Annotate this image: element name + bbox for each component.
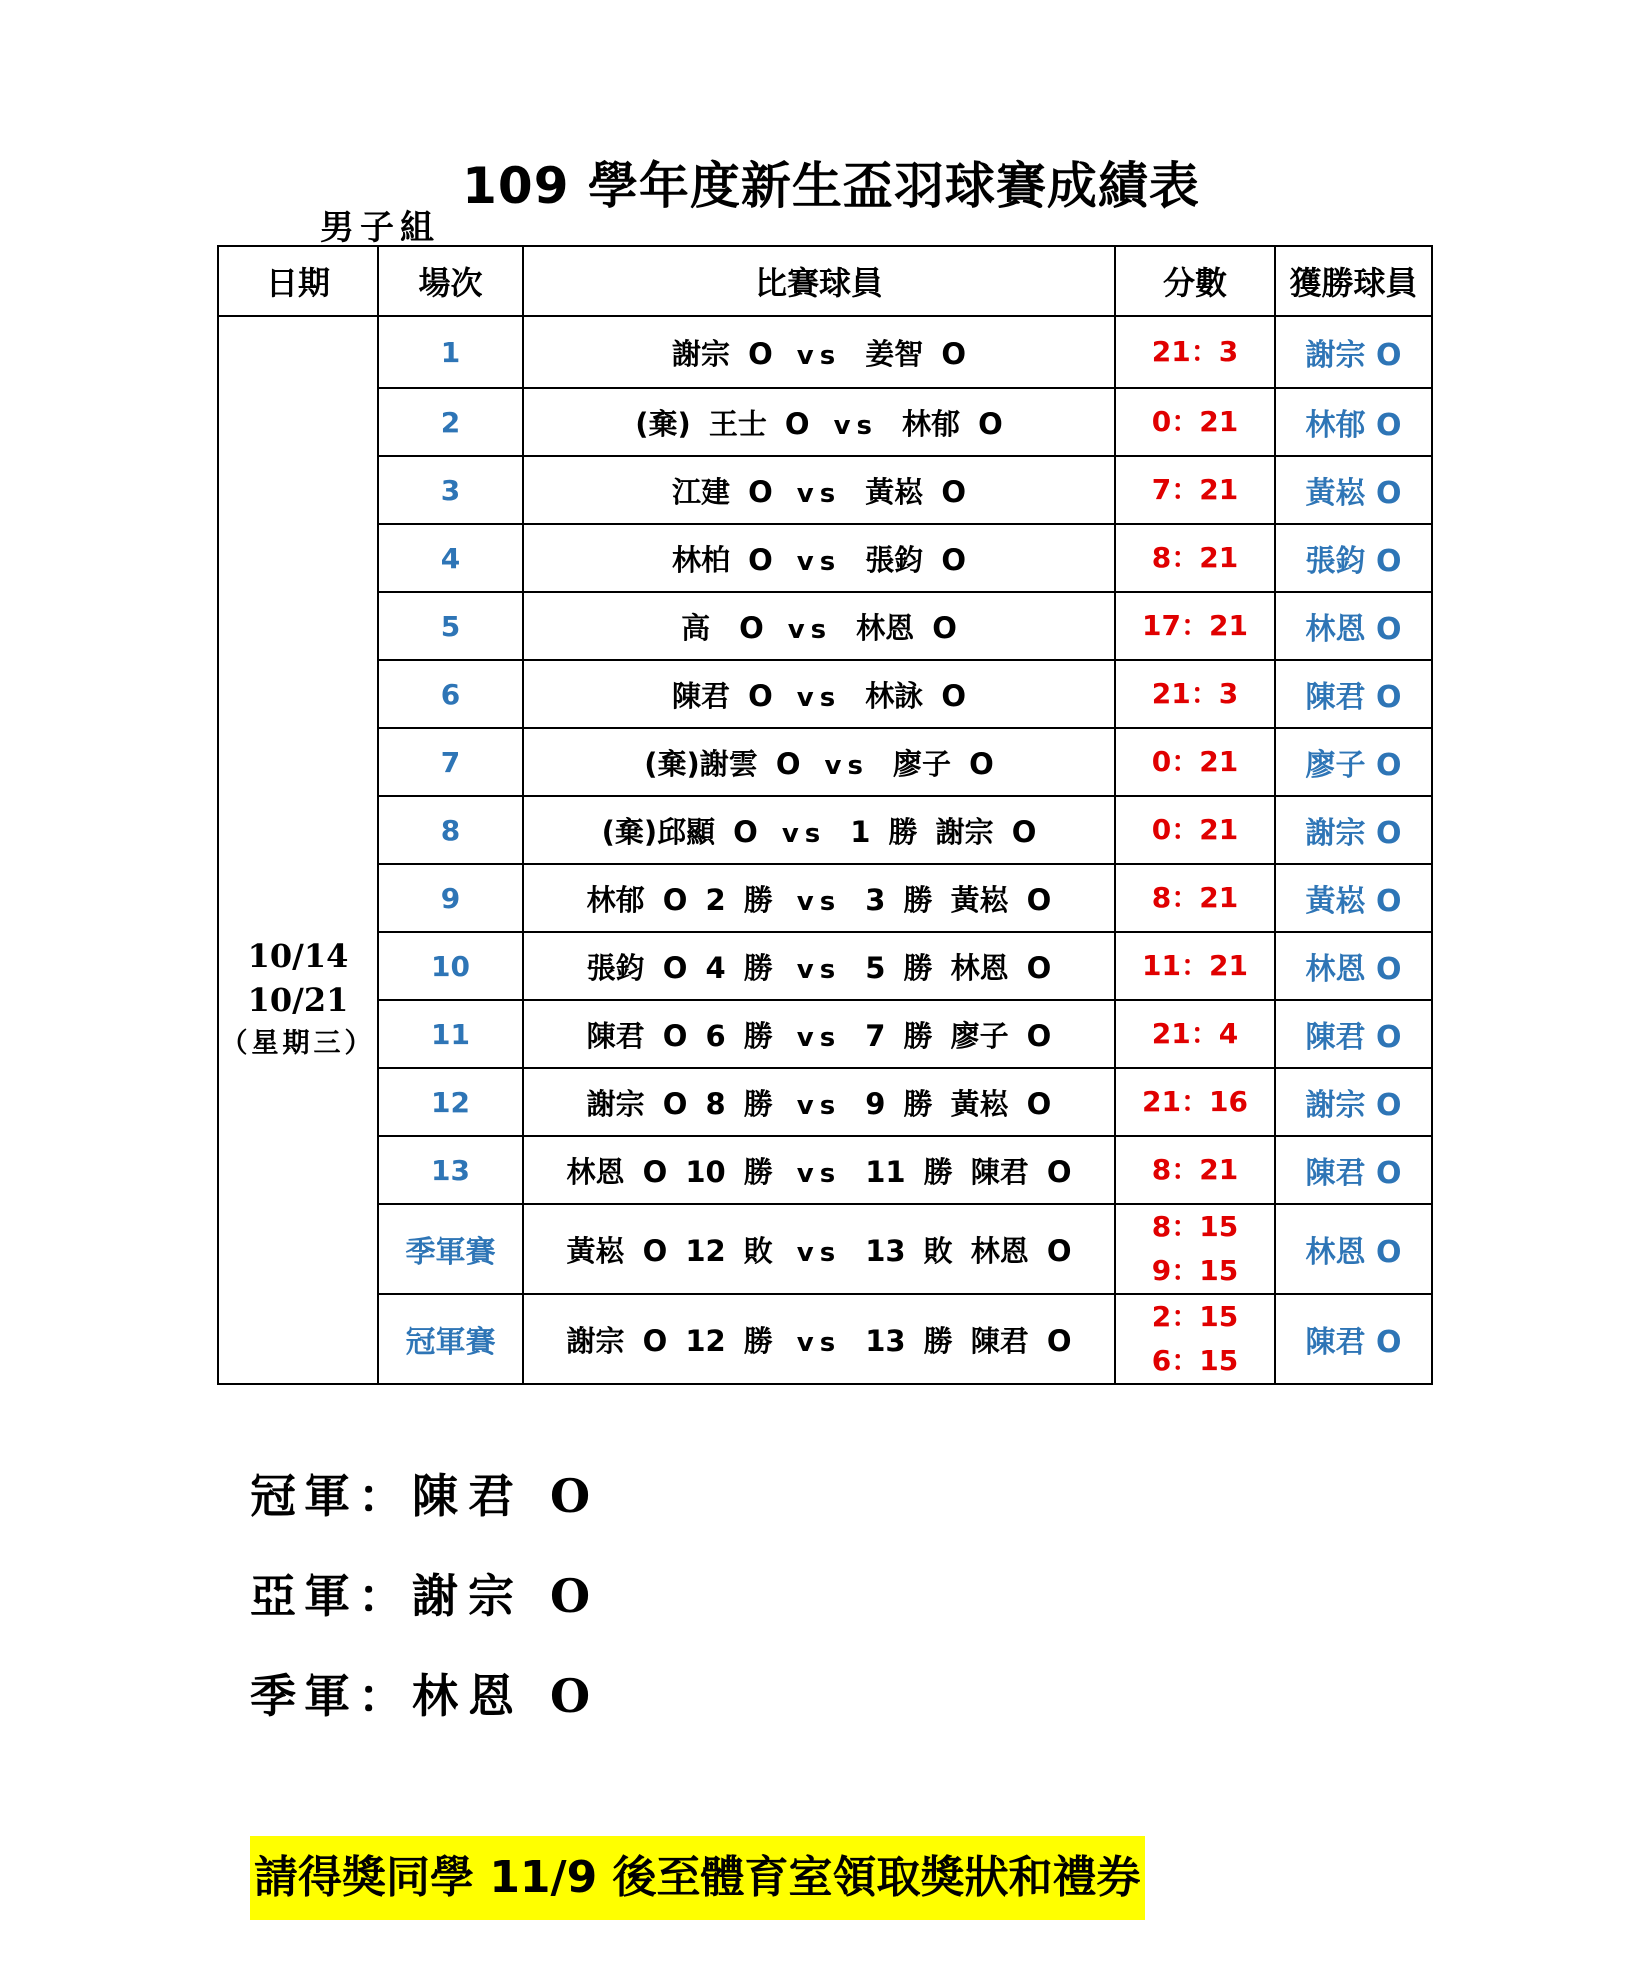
match-winner: 林郁 O [1275, 388, 1432, 456]
table-row [218, 864, 1432, 932]
third-place-name: 林恩 O [412, 1669, 601, 1723]
vs-label: vs [833, 410, 879, 441]
player-left: 謝宗 O 12 勝 [566, 1323, 773, 1358]
table-row [218, 388, 1432, 456]
table-row [218, 728, 1432, 796]
player-left: 謝宗 O [672, 336, 773, 371]
player-right: 姜智 O [865, 336, 966, 371]
match-number: 冠軍賽 [378, 1294, 523, 1384]
score-game-1: 0：21 [1151, 405, 1239, 438]
match-score [1115, 1068, 1275, 1136]
match-score [1115, 524, 1275, 592]
vs-label: vs [796, 1090, 842, 1121]
player-left: 黃崧 O 12 敗 [566, 1233, 773, 1268]
score-game-2: 9：15 [1151, 1254, 1239, 1287]
table-row [218, 524, 1432, 592]
match-players [523, 456, 1115, 524]
vs-label: vs [796, 546, 842, 577]
player-left: 高 O [681, 610, 764, 645]
table-row [218, 1000, 1432, 1068]
match-score [1115, 1294, 1275, 1384]
score-game-1: 8：21 [1151, 541, 1239, 574]
match-score [1115, 932, 1275, 1000]
runner-up-name: 謝宗 O [412, 1569, 601, 1623]
third-place-line [250, 1660, 600, 1726]
header-players: 比賽球員 [523, 246, 1115, 316]
player-right: 9 勝 黃崧 O [865, 1086, 1052, 1121]
match-number: 12 [378, 1068, 523, 1136]
match-players [523, 932, 1115, 1000]
match-players [523, 592, 1115, 660]
player-left: (棄)邱顯 O [601, 814, 758, 849]
date-line2: 10/21 [247, 981, 349, 1019]
player-right: 林郁 O [902, 406, 1003, 441]
match-score [1115, 316, 1275, 388]
match-number: 6 [378, 660, 523, 728]
vs-label: vs [796, 886, 842, 917]
match-winner: 陳君 O [1275, 1136, 1432, 1204]
match-winner: 張鈞 O [1275, 524, 1432, 592]
vs-label: vs [796, 1158, 842, 1189]
player-left: 林柏 O [672, 542, 773, 577]
table-row [218, 316, 1432, 388]
score-game-1: 0：21 [1151, 745, 1239, 778]
header-date: 日期 [218, 246, 378, 316]
table-row [218, 1136, 1432, 1204]
match-number: 10 [378, 932, 523, 1000]
match-winner: 謝宗 O [1275, 796, 1432, 864]
match-players [523, 1068, 1115, 1136]
table-row [218, 932, 1432, 1000]
table-row [218, 796, 1432, 864]
score-game-1: 7：21 [1151, 473, 1239, 506]
player-left: 林郁 O 2 勝 [586, 882, 773, 917]
match-winner: 謝宗 O [1275, 1068, 1432, 1136]
player-right: 5 勝 林恩 O [865, 950, 1052, 985]
match-winner: 黃崧 O [1275, 864, 1432, 932]
player-left: 江建 O [672, 474, 773, 509]
match-players [523, 1204, 1115, 1294]
match-number: 2 [378, 388, 523, 456]
match-number: 3 [378, 456, 523, 524]
match-score [1115, 592, 1275, 660]
match-players [523, 524, 1115, 592]
match-score [1115, 1136, 1275, 1204]
champion-label: 冠軍： [250, 1469, 412, 1523]
score-game-1: 11：21 [1142, 949, 1248, 982]
date-line1: 10/14 [247, 937, 349, 975]
table-row [218, 456, 1432, 524]
player-left: (棄)謝雲 O [644, 746, 801, 781]
player-left: 陳君 O 6 勝 [586, 1018, 773, 1053]
match-winner: 廖子 O [1275, 728, 1432, 796]
player-right: 13 敗 林恩 O [865, 1233, 1072, 1268]
match-list [218, 316, 1432, 1384]
table-row [218, 1294, 1432, 1384]
header-score: 分數 [1115, 246, 1275, 316]
match-players [523, 1136, 1115, 1204]
vs-label: vs [796, 1237, 842, 1268]
score-game-1: 21：3 [1151, 335, 1239, 368]
award-notice: 請得獎同學 11/9 後至體育室領取獎狀和禮券 [250, 1836, 1145, 1920]
table-row [218, 1068, 1432, 1136]
header-winner: 獲勝球員 [1275, 246, 1432, 316]
match-players [523, 728, 1115, 796]
score-game-1: 2：15 [1151, 1300, 1239, 1333]
score-game-1: 8：15 [1151, 1210, 1239, 1243]
champion-line [250, 1460, 600, 1526]
match-winner: 陳君 O [1275, 660, 1432, 728]
player-right: 林恩 O [856, 610, 957, 645]
player-right: 廖子 O [892, 746, 994, 781]
group-label: 男子組 [320, 208, 440, 248]
vs-label: vs [824, 750, 869, 781]
match-winner: 林恩 O [1275, 1204, 1432, 1294]
vs-label: vs [796, 682, 842, 713]
player-left: (棄) 王士 O [635, 406, 810, 441]
page-title: 109 學年度新生盃羽球賽成績表 [462, 157, 1200, 215]
match-score [1115, 660, 1275, 728]
score-game-1: 21：3 [1151, 677, 1239, 710]
match-winner: 林恩 O [1275, 592, 1432, 660]
score-game-1: 21：4 [1151, 1017, 1239, 1050]
match-number: 5 [378, 592, 523, 660]
date-cell [218, 316, 378, 1384]
player-right: 7 勝 廖子 O [865, 1018, 1052, 1053]
score-game-2: 6：15 [1151, 1344, 1239, 1377]
match-number: 4 [378, 524, 523, 592]
score-game-1: 8：21 [1151, 1153, 1239, 1186]
match-number: 11 [378, 1000, 523, 1068]
match-winner: 林恩 O [1275, 932, 1432, 1000]
vs-label: vs [796, 478, 842, 509]
match-players [523, 864, 1115, 932]
runner-up-label: 亞軍： [250, 1569, 412, 1623]
player-left: 謝宗 O 8 勝 [586, 1086, 773, 1121]
player-right: 黃崧 O [865, 474, 966, 509]
vs-label: vs [796, 1022, 842, 1053]
table-row [218, 1204, 1432, 1294]
match-score [1115, 1204, 1275, 1294]
player-left: 陳君 O [672, 678, 773, 713]
match-number: 8 [378, 796, 523, 864]
match-players [523, 1294, 1115, 1384]
player-right: 3 勝 黃崧 O [865, 882, 1052, 917]
vs-label: vs [781, 818, 827, 849]
match-score [1115, 388, 1275, 456]
runner-up-line [250, 1560, 600, 1626]
score-game-1: 17：21 [1142, 609, 1248, 642]
match-score [1115, 796, 1275, 864]
vs-label: vs [796, 954, 842, 985]
match-number: 13 [378, 1136, 523, 1204]
player-right: 13 勝 陳君 O [865, 1323, 1072, 1358]
table-row [218, 592, 1432, 660]
match-players [523, 796, 1115, 864]
champion-name: 陳君 O [412, 1469, 601, 1523]
match-score [1115, 864, 1275, 932]
match-winner: 黃崧 O [1275, 456, 1432, 524]
header-match-no: 場次 [378, 246, 523, 316]
player-right: 林詠 O [865, 678, 966, 713]
match-players [523, 388, 1115, 456]
player-left: 林恩 O 10 勝 [566, 1154, 773, 1189]
player-right: 11 勝 陳君 O [865, 1154, 1072, 1189]
match-winner: 謝宗 O [1275, 316, 1432, 388]
results-table [217, 245, 1433, 1385]
player-right: 張鈞 O [865, 542, 966, 577]
third-place-label: 季軍： [250, 1669, 412, 1723]
match-players [523, 660, 1115, 728]
match-number: 季軍賽 [378, 1204, 523, 1294]
match-score [1115, 456, 1275, 524]
match-players [523, 316, 1115, 388]
match-number: 9 [378, 864, 523, 932]
vs-label: vs [796, 340, 842, 371]
score-game-1: 21：16 [1142, 1085, 1248, 1118]
match-players [523, 1000, 1115, 1068]
date-line3: （星期三） [220, 1028, 376, 1059]
table-header-row [218, 246, 1432, 316]
match-score [1115, 1000, 1275, 1068]
match-score [1115, 728, 1275, 796]
match-number: 1 [378, 316, 523, 388]
match-winner: 陳君 O [1275, 1000, 1432, 1068]
match-winner: 陳君 O [1275, 1294, 1432, 1384]
score-game-1: 8：21 [1151, 881, 1239, 914]
vs-label: vs [796, 1327, 842, 1358]
score-game-1: 0：21 [1151, 813, 1239, 846]
player-left: 張鈞 O 4 勝 [586, 950, 773, 985]
vs-label: vs [787, 614, 833, 645]
match-number: 7 [378, 728, 523, 796]
player-right: 1 勝 謝宗 O [850, 814, 1037, 849]
table-row [218, 660, 1432, 728]
